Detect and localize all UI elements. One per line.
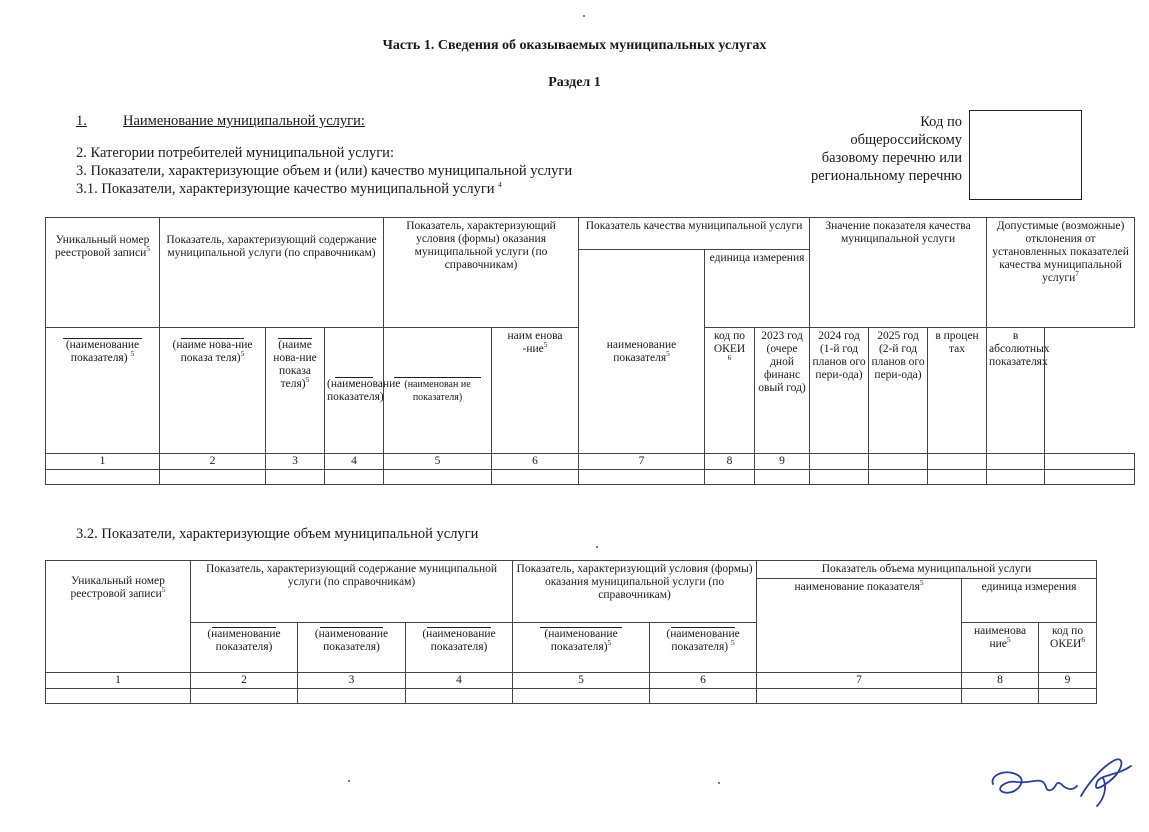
column-number: 9 [1039,673,1097,689]
data-cell[interactable] [579,470,705,485]
column-number: 7 [579,454,705,470]
header-unit: единица измерения [705,250,810,328]
col-unit-name: наим енова -ние$^5$ [492,328,579,454]
empty-cell [810,454,869,470]
item3-text: 3. Показатели, характеризующие объем и (или) качество муниципальной услуги [76,163,573,179]
data-cell[interactable] [705,470,755,485]
col-year-2025: 2025 год (2-й год планов ого пери-ода) [869,328,928,454]
empty-cell [869,454,928,470]
header-quality-value: Значение показателя качества муниципальной услуги [810,218,987,328]
col-name-4: (наименование показателя)$^5$ [513,623,650,673]
column-number: 3 [298,673,406,689]
col-name-2: (наименование показателя) [298,623,406,673]
column-number: 2 [191,673,298,689]
col-name-5: (наименован ие показателя) [384,328,492,454]
header-content-indicator: Показатель, характеризующий содержание муниципальной услуги (по справочникам) [160,218,384,328]
data-cell[interactable] [962,689,1039,704]
col-name-3: (наиме нова-ние показа теля)$^5$ [266,328,325,454]
col-deviation-absolute: в абсолютных показателях [987,328,1045,454]
item2-text: 2. Категории потребителей муниципальной услуги: [76,145,394,161]
part-title: Часть 1. Сведения об оказываемых муниципальных услугах [382,38,767,53]
scan-speck [583,15,585,17]
data-cell[interactable] [46,470,160,485]
data-cell[interactable] [928,470,987,485]
column-number: 1 [46,454,160,470]
header-deviation: Допустимые (возможные) отклонения от установленных показателей качества муниципальной услуги$^7$ [987,218,1135,328]
code-input-box[interactable] [969,110,1082,200]
column-number: 9 [755,454,810,470]
header-unique-number: Уникальный номер реестровой записи$^5$ [46,218,160,328]
column-number: 7 [757,673,962,689]
empty-cell [1045,454,1135,470]
data-cell[interactable] [987,470,1045,485]
scan-speck [718,782,720,784]
data-cell[interactable] [406,689,513,704]
scan-speck [348,780,350,782]
col-deviation-percent: в процен тах [928,328,987,454]
item32-text: 3.2. Показатели, характеризующие объем муниципальной услуги [76,526,479,542]
data-cell[interactable] [757,689,962,704]
col-name-1: (наименование показателя) [191,623,298,673]
header-conditions-indicator: Показатель, характеризующий условия (формы) оказания муниципальной услуги (по справочникам) [384,218,579,328]
column-number: 6 [492,454,579,470]
col-unit-name: наименова ние$^5$ [962,623,1039,673]
column-number: 4 [406,673,513,689]
col-name-4: (наименование показателя) [325,328,384,454]
data-cell[interactable] [160,470,266,485]
header-conditions-indicator: Показатель, характеризующий условия (формы) оказания муниципальной услуги (по справочникам) [513,561,757,623]
col-name-3: (наименование показателя) [406,623,513,673]
column-number: 1 [46,673,191,689]
header-content-indicator: Показатель, характеризующий содержание муниципальной услуги (по справочникам) [191,561,513,623]
data-cell[interactable] [869,470,928,485]
header-indicator-name: наименование показателя$^5$ [757,579,962,673]
col-name-1: (наименование показателя) $^5$ [46,328,160,454]
column-number: 3 [266,454,325,470]
column-number: 2 [160,454,266,470]
item31-text: 3.1. Показатели, характеризующие качество муниципальной услуги $^4$ [76,180,502,197]
column-number: 8 [705,454,755,470]
code-label-line: общероссийскому [850,132,962,148]
empty-cell [987,454,1045,470]
column-number: 8 [962,673,1039,689]
code-label [770,113,962,185]
data-cell[interactable] [191,689,298,704]
col-name-5: (наименование показателя) $^5$ [650,623,757,673]
data-cell[interactable] [492,470,579,485]
item1-number: 1. [76,113,87,129]
data-cell[interactable] [513,689,650,704]
code-label-line: Код по [920,114,962,130]
data-cell[interactable] [755,470,810,485]
data-cell[interactable] [46,689,191,704]
col-unit-code: код по ОКЕИ $^6$ [705,328,755,454]
data-cell[interactable] [1039,689,1097,704]
scan-speck [596,546,598,548]
col-year-2024: 2024 год (1-й год планов ого пери-ода) [810,328,869,454]
header-unit: единица измерения [962,579,1097,623]
column-number: 5 [513,673,650,689]
column-number: 6 [650,673,757,689]
col-name-2: (наиме нова-ние показа теля)$^5$ [160,328,266,454]
quality-table [45,217,1135,485]
header-volume-indicator: Показатель объема муниципальной услуги [757,561,1097,579]
data-cell[interactable] [266,470,325,485]
column-number: 4 [325,454,384,470]
data-cell[interactable] [325,470,384,485]
header-unique-number: Уникальный номер реестровой записи$^5$ [46,561,191,673]
code-label-line: региональному перечню [810,168,962,184]
item1-text: Наименование муниципальной услуги: [123,113,365,129]
data-cell[interactable] [1045,470,1135,485]
col-unit-code: код по ОКЕИ$^6$ [1039,623,1097,673]
header-indicator-name: наименование показателя$^5$ [579,250,705,454]
data-cell[interactable] [650,689,757,704]
column-number: 5 [384,454,492,470]
empty-cell [928,454,987,470]
col-year-2023: 2023 год (очере дной финанс овый год) [755,328,810,454]
header-quality-indicator: Показатель качества муниципальной услуги [579,218,810,250]
section-title: Раздел 1 [548,75,601,90]
data-cell[interactable] [384,470,492,485]
data-cell[interactable] [298,689,406,704]
code-label-line: базовому перечню или [821,150,962,166]
signature-image [985,752,1145,812]
volume-table [45,560,1097,704]
data-cell[interactable] [810,470,869,485]
